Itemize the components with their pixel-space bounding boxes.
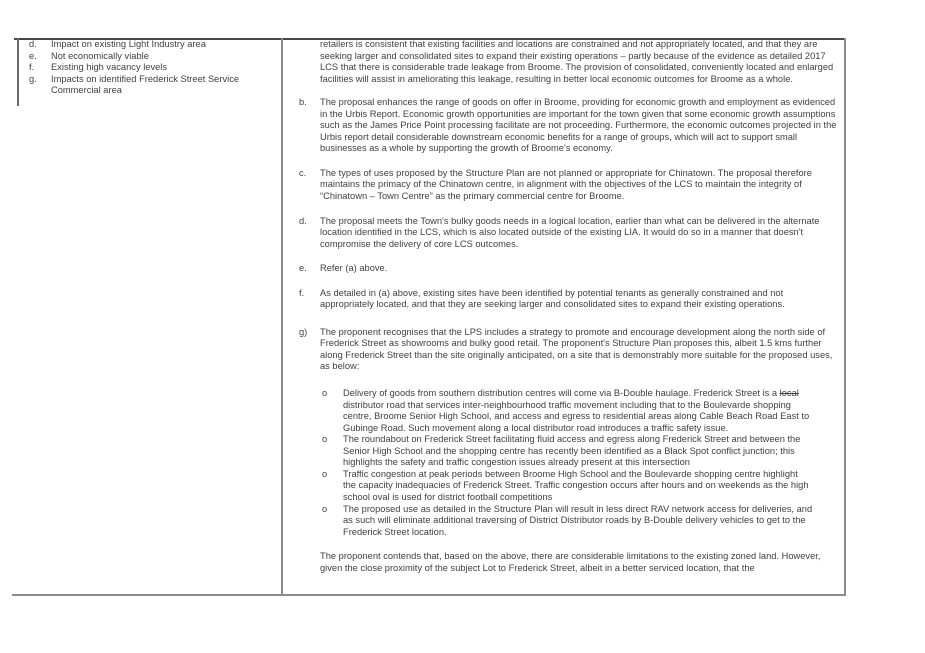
list-item-text: Not economically viable	[51, 50, 149, 61]
item-label: d.	[299, 215, 307, 226]
paragraph-continuation: retailers is consistent that existing facilities and locations are constrained and not appropriately located, and that they are seeking larger and consolidated sites to expand their existing operations – partly because of the evidence as detailed 2017 LCS that there is considerable trade leakage from Broome. The provision of consolidated, conveniently located and enlarged facilities will assist in ameliorating this leakage, resulting in better local economic outcomes for Broome as a whole.	[320, 39, 834, 84]
list-item-text: Existing high vacancy levels	[51, 62, 168, 73]
bullet-text-before: Delivery of goods from southern distribution centres will come via B-Double haulage. Frederick Street is a	[343, 388, 780, 399]
strikethrough-text: local	[779, 388, 799, 399]
sub-bullet	[322, 469, 840, 504]
bullet-text: The roundabout on Frederick Street facilitating fluid access and egress along Frederick Street and between the Senior High School and the shopping centre has recently been identified as a Black Spot conflict junction; this highlights the safety and traffic congestion issues already present at this intersection	[343, 434, 801, 468]
left-column-list	[29, 39, 261, 97]
table-border-right	[844, 38, 846, 595]
item-text: As detailed in (a) above, existing sites have been identified by potential tenants as generally constrained and not appropriately located, and that they are seeking larger and consolidated sites to expand their existing operations.	[320, 287, 785, 310]
item-text: The proposal enhances the range of goods on offer in Broome, providing for economic growth and employment as evidenced in the Urbis Report. Economic growth opportunities are important for the town given that some economic growth assumptions such as the James Price Point processing facilitate are not proceeding. Furthermore, the economic outcomes projected in the Urbis report detail considerable downstream economic benefits for a range of groups, which will act to support small businesses as a whole by supporting the growth of Broome's economy.	[320, 97, 837, 154]
item-label: f.	[299, 287, 305, 298]
table-border-left	[17, 38, 19, 106]
list-item-text: Impacts on identified Frederick Street Service Commercial area	[51, 73, 240, 96]
item-label: e.	[299, 263, 307, 274]
list-item-label: g.	[29, 73, 37, 84]
table-border-bottom	[12, 594, 846, 596]
bullet-marker: o	[322, 468, 328, 479]
list-item	[29, 62, 261, 74]
bullet-text	[343, 388, 813, 434]
sub-bullet	[322, 388, 840, 434]
list-item	[29, 39, 261, 51]
list-item-text: Impact on existing Light Industry area	[51, 39, 206, 49]
item-text: The proponent recognises that the LPS includes a strategy to promote and encourage development along the north side of Frederick Street as showrooms and bulky good retail. The proponent's Structure Plan proposes this, albeit 1.5 kms further along Frederick Street than the site originally anticipated, on a site that is demonstrably more suitable for the proposed uses, as below:	[320, 326, 833, 372]
list-item-label: e.	[29, 50, 37, 61]
lettered-item-c	[299, 168, 840, 203]
sub-bullet	[322, 504, 840, 539]
item-label: c.	[299, 167, 307, 178]
lettered-item-d	[299, 216, 840, 251]
sub-bullet	[322, 434, 840, 469]
list-item-label: d.	[29, 39, 37, 49]
sub-bullet-list	[322, 388, 840, 538]
table-column-divider	[281, 38, 283, 595]
item-label: b.	[299, 97, 307, 108]
item-label: g)	[299, 326, 308, 337]
right-column-content	[299, 39, 840, 574]
bullet-marker: o	[322, 388, 328, 399]
lettered-item-e	[299, 263, 840, 275]
list-item	[29, 74, 261, 97]
item-text: Refer (a) above.	[320, 263, 388, 274]
lettered-item-b	[299, 97, 840, 155]
lettered-item-f	[299, 288, 840, 311]
bullet-marker: o	[322, 434, 328, 445]
item-text: The types of uses proposed by the Structure Plan are not planned or appropriate for Chinatown. The proposal therefore maintains the primacy of the Chinatown centre, in alignment with the objectives of the LCS to maintain the integrity of “Chinatown – Town Centre” as the primary commercial centre for Broome.	[320, 167, 812, 202]
closing-paragraph: The proponent contends that, based on the above, there are considerable limitations to the existing zoned land. However, given the close proximity of the subject Lot to Frederick Street, albeit in a better serviced location, that the	[320, 551, 821, 573]
list-item	[29, 51, 261, 63]
bullet-marker: o	[322, 503, 328, 514]
bullet-text: The proposed use as detailed in the Structure Plan will result in less direct RAV network access for deliveries, and as such will eliminate additional traversing of District Distributor roads by B-Double delivery vehicles to get to the Frederick Street location.	[343, 503, 813, 537]
bullet-text: Traffic congestion at peak periods between Broome High School and the Boulevarde shopping centre highlight the capacity inadequacies of Frederick Street. Traffic congestion occurs after hours and on weekends as the high school oval is used for district football competitions	[343, 468, 809, 502]
bullet-text-after: distributor road that services inter-neighbourhood traffic movement including that to the Boulevarde shopping centre, Broome Senior High School, and access and egress to residential areas along Cable Beach Road East to Gubinge Road. Such movement along a local distributor road introduces a traffic safety issue.	[343, 399, 810, 433]
item-text: The proposal meets the Town's bulky goods needs in a logical location, earlier than what can be delivered in the alternate location identified in the LCS, which is also located outside of the existing LIA. It would do so in a manner that doesn't compromise the delivery of core LCS outcomes.	[320, 215, 820, 249]
lettered-item-g	[299, 327, 840, 373]
list-item-label: f.	[29, 62, 35, 73]
